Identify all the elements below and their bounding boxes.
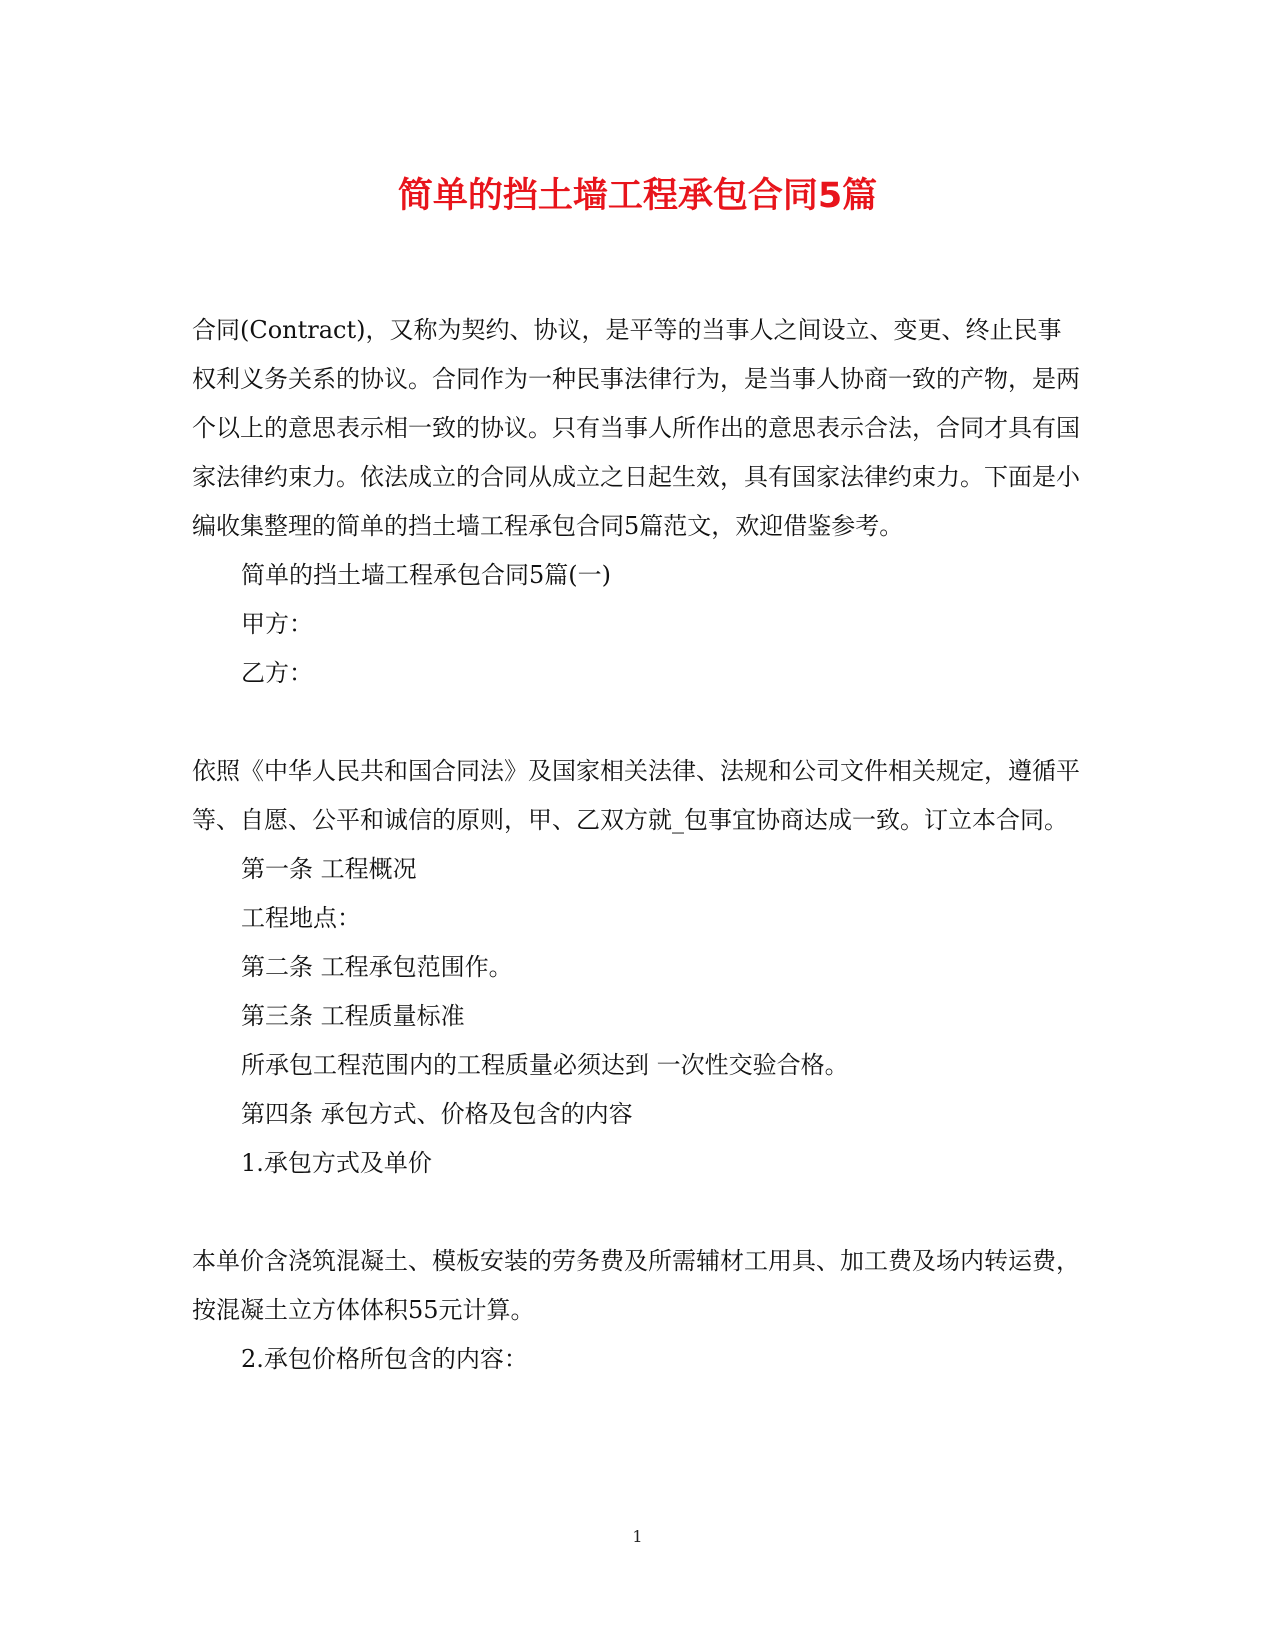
paragraph-spacer — [192, 698, 1082, 747]
site-line: 工程地点： — [241, 904, 361, 932]
party-b-line: 乙方： — [241, 659, 313, 687]
item-2-line: 2.承包价格所包含的内容： — [241, 1345, 528, 1373]
article-1-heading: 第一条 工程概况 — [241, 855, 417, 883]
article-4-heading: 第四条 承包方式、价格及包含的内容 — [241, 1100, 633, 1128]
paragraph-spacer — [192, 1188, 1082, 1237]
document-body — [192, 306, 1082, 1384]
basis-paragraph: 依照《中华人民共和国合同法》及国家相关法律、法规和公司文件相关规定，遵循平等、自愿、公平和诚信的原则，甲、乙双方就_包事宜协商达成一致。订立本合同。 — [192, 757, 1080, 834]
quality-line: 所承包工程范围内的工程质量必须达到 一次性交验合格。 — [241, 1051, 849, 1079]
party-a-line: 甲方： — [241, 610, 313, 638]
article-2-heading: 第二条 工程承包范围作。 — [241, 953, 513, 981]
section-heading: 简单的挡土墙工程承包合同5篇(一) — [241, 561, 611, 589]
page-number: 1 — [632, 1527, 643, 1546]
item-1-line: 1.承包方式及单价 — [241, 1149, 432, 1177]
article-3-heading: 第三条 工程质量标准 — [241, 1002, 465, 1030]
unit-price-paragraph: 本单价含浇筑混凝土、模板安装的劳务费及所需辅材工用具、加工费及场内转运费，按混凝土立方体体积55元计算。 — [192, 1247, 1080, 1324]
document-title: 简单的挡土墙工程承包合同5篇 — [397, 176, 878, 216]
intro-paragraph: 合同(Contract)，又称为契约、协议，是平等的当事人之间设立、变更、终止民事权利义务关系的协议。合同作为一种民事法律行为，是当事人协商一致的产物，是两个以上的意思表示相一致的协议。只有当事人所作出的意思表示合法，合同才具有国家法律约束力。依法成立的合同从成立之日起生效，具有国家法律约束力。下面是小编收集整理的简单的挡土墙工程承包合同5篇范文，欢迎借鉴参考。 — [192, 316, 1080, 540]
